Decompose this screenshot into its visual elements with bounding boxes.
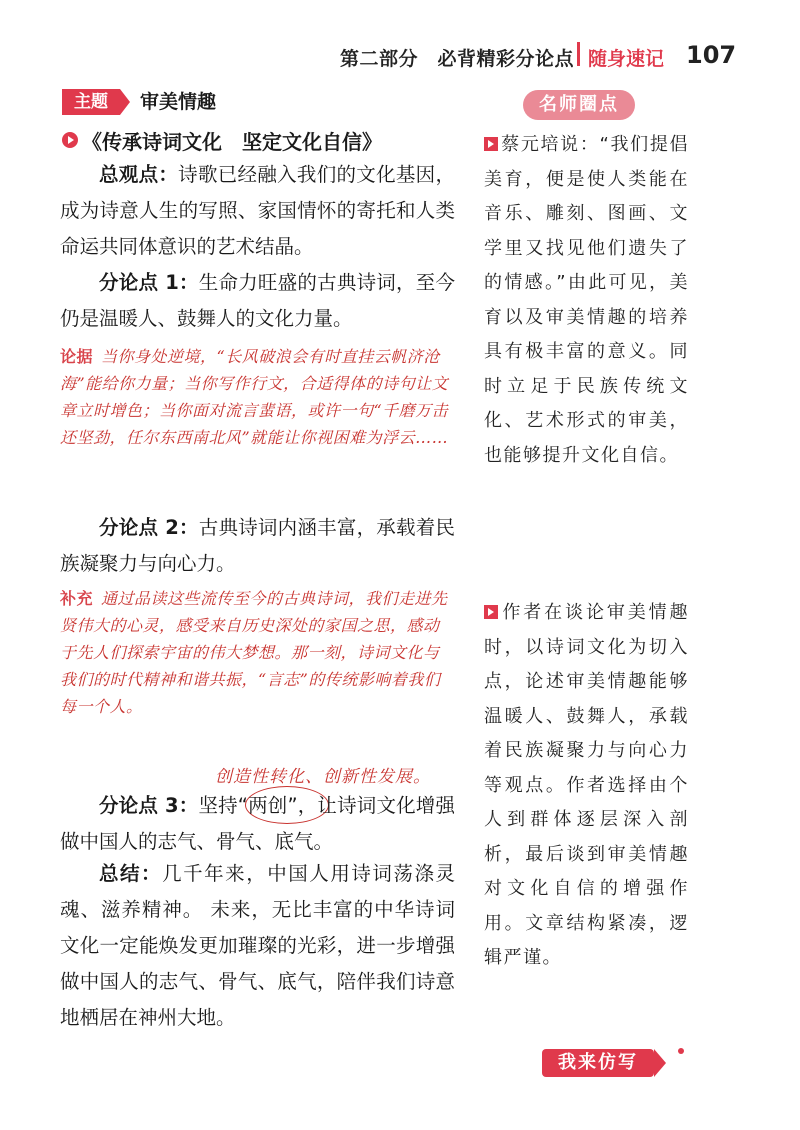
summary-paragraph	[60, 856, 455, 1036]
sidebar-note-2-text: 作者在谈论审美情趣时，以诗词文化为切入点，论述审美情趣能够温暖人、鼓舞人，承载着民族凝聚力与向心力等观点。作者选择由个人到群体逐层深入剖析，最后谈到审美情趣对文化自信的增强作用。文章结构紧凑，逻辑严谨。	[484, 602, 689, 968]
point1-paragraph	[60, 265, 455, 337]
summary-label: 总结：	[99, 862, 163, 885]
sidebar-note-2	[484, 596, 689, 976]
topic-badge: 主题	[62, 89, 120, 115]
topic-badge-arrow	[120, 89, 130, 115]
sidebar-note-1	[484, 128, 689, 473]
topic-title: 审美情趣	[140, 91, 217, 113]
supplement-text: 通过品读这些流传至今的古典诗词，我们走进先贤伟大的心灵，感受来自历史深处的家国之思，感动于先人们探索宇宙的伟大梦想。那一刻，诗词文化与我们的时代精神和谐共振，“言志”的传统影响着我们每一个人。	[60, 589, 448, 716]
point1-label: 分论点 1：	[99, 271, 199, 294]
overview-paragraph	[60, 157, 455, 265]
handwritten-annotation: 创造性转化、创新性发展。	[215, 767, 431, 787]
running-header-tag: 随身速记	[588, 48, 665, 70]
point1-text: 生命力旺盛的古典诗词，至今仍是温暖人、鼓舞人的文化力量。	[60, 271, 455, 330]
page-number: 107	[686, 41, 737, 69]
note-marker-icon	[484, 137, 498, 151]
teacher-notes-badge: 名师圈点	[523, 90, 635, 120]
running-header-section: 第二部分 必背精彩分论点	[340, 48, 575, 70]
sidebar-note-1-text: 蔡元培说：“我们提倡美育，便是使人类能在音乐、雕刻、图画、文学里又找见他们遗失了的情感。”由此可见，美育以及审美情趣的培养具有极丰富的意义。同时立足于民族传统文化、艺术形式的审美，也能够提升文化自信。	[484, 134, 689, 466]
point3-text: 坚持“两创”，让诗词文化增强做中国人的志气、骨气、底气。	[60, 794, 455, 853]
point3-paragraph	[60, 788, 455, 860]
point2-text: 古典诗词内涵丰富，承载着民族凝聚力与向心力。	[60, 516, 455, 575]
decorative-dot	[678, 1048, 684, 1054]
overview-label: 总观点：	[99, 163, 179, 186]
evidence-note	[60, 343, 455, 451]
essay-title: 《传承诗词文化 坚定文化自信》	[82, 130, 382, 154]
evidence-text: 当你身处逆境，“长风破浪会有时直挂云帆济沧海”能给你力量；当你写作行文，合适得体的诗句让文章立时增色；当你面对流言蜚语，或许一句“千磨万击还坚劲，任尔东西南北风”就能让你视困难为浮云……	[60, 347, 449, 447]
play-marker-icon	[62, 132, 78, 148]
supplement-label: 补充	[60, 589, 94, 608]
imitate-writing-badge: 我来仿写	[542, 1049, 654, 1077]
point2-label: 分论点 2：	[99, 516, 199, 539]
note-marker-icon	[484, 605, 498, 619]
imitate-badge-tail	[654, 1049, 666, 1077]
supplement-note	[60, 585, 455, 720]
summary-text: 几千年来，中国人用诗词荡涤灵魂、滋养精神。 未来，无比丰富的中华诗词文化一定能焕发更加璀璨的光彩，进一步增强做中国人的志气、骨气、底气，陪伴我们诗意地栖居在神州大地。	[60, 862, 455, 1029]
point3-label: 分论点 3：	[99, 794, 199, 817]
evidence-label: 论据	[60, 347, 94, 366]
overview-text: 诗歌已经融入我们的文化基因，成为诗意人生的写照、家国情怀的寄托和人类命运共同体意识的艺术结晶。	[60, 163, 455, 258]
point2-paragraph	[60, 510, 455, 582]
header-divider	[577, 42, 580, 66]
